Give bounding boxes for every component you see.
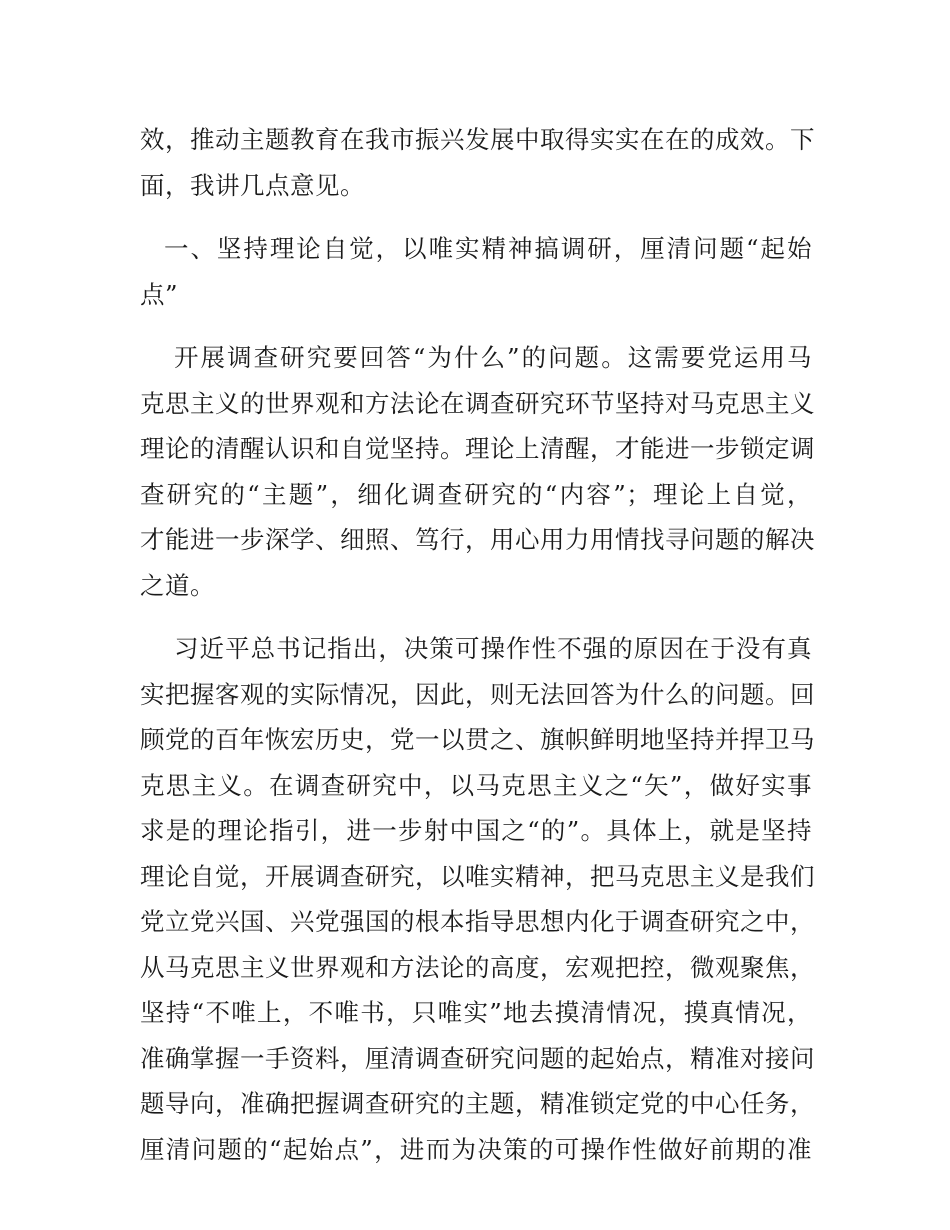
paragraph-spacer [140,608,812,626]
paragraph-spacer [140,208,812,226]
text-line: 效，推动主题教育在我市振兴发展中取得实实在在的成效。下 [140,125,815,154]
text-line: 题导向，准确把握调查研究的主题，精准锁定党的中心任务， [140,1089,815,1118]
text-line: 克思主义。在调查研究中，以马克思主义之“矢”，做好实事 [140,770,812,800]
text-line: 之道。 [140,570,215,600]
text-line: 准确掌握一手资料，厘清调查研究问题的起始点，精准对接问 [140,1043,815,1073]
text-line: 才能进一步深学、细照、笃行，用心用力用情找寻问题的解决 [140,525,815,554]
text-line: 顾党的百年恢宏历史，党一以贯之、旗帜鲜明地坚持并捍卫马 [140,725,815,754]
document-body [140,117,815,1172]
text-line: 从马克思主义世界观和方法论的高度，宏观把控，微观聚焦， [140,952,815,982]
text-line: 党立党兴国、兴党强国的根本指导思想内化于调查研究之中， [140,907,815,936]
text-line: 开展调查研究要回答“为什么”的问题。这需要党运用马 [174,343,812,372]
text-line: 理论自觉，开展调查研究，以唯实精神，把马克思主义是我们 [140,861,815,891]
text-line: 面，我讲几点意见。 [140,170,365,200]
text-line: 厘清问题的“起始点”，进而为决策的可操作性做好前期的准 [140,1134,812,1164]
text-line: 实把握客观的实际情况，因此，则无法回答为什么的问题。回 [140,679,815,709]
text-line: 查研究的“主题”，细化调查研究的“内容”；理论上自觉， [140,479,812,509]
paragraph-spacer [140,317,812,335]
text-line: 克思主义的世界观和方法论在调查研究环节坚持对马克思主义 [140,388,815,418]
text-line: 坚持“不唯上，不唯书，只唯实”地去摸清情况，摸真情况， [140,998,812,1027]
text-line: 理论的清醒认识和自觉坚持。理论上清醒，才能进一步锁定调 [140,434,815,463]
text-line: 习近平总书记指出，决策可操作性不强的原因在于没有真 [174,634,812,663]
section-heading-line: 一、坚持理论自觉，以唯实精神搞调研，厘清问题“起始 [164,234,812,263]
section-heading-line: 点” [140,279,179,309]
text-line: 求是的理论指引，进一步射中国之“的”。具体上，就是坚持 [140,816,812,845]
